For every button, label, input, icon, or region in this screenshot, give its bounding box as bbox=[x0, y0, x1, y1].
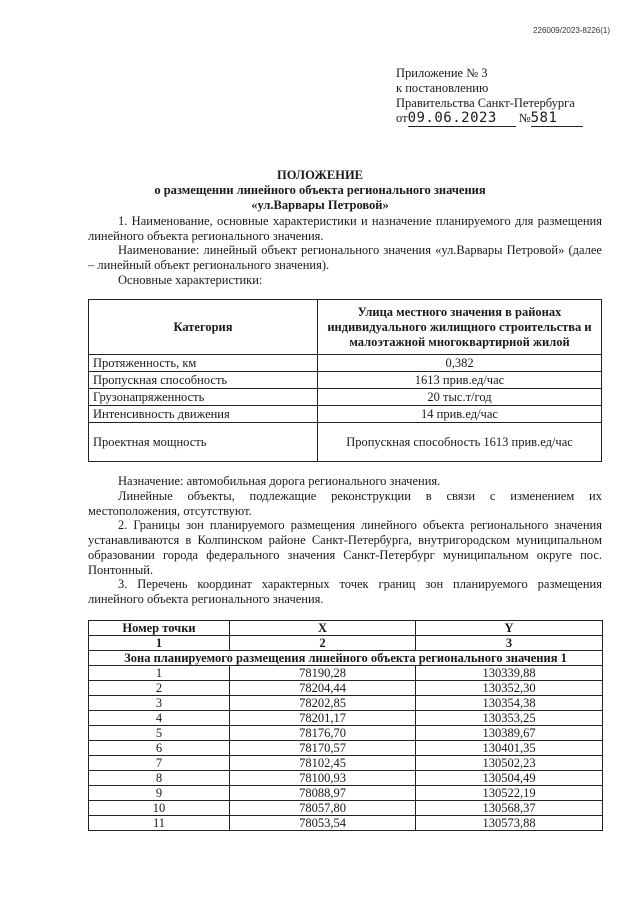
point-number: 10 bbox=[89, 801, 230, 816]
point-number: 6 bbox=[89, 741, 230, 756]
index-cell: 1 bbox=[89, 636, 230, 651]
row-label: Проектная мощность bbox=[89, 423, 318, 462]
appendix-number: Приложение № 3 bbox=[396, 66, 488, 80]
point-x: 78053,54 bbox=[230, 816, 416, 831]
point-x: 78202,85 bbox=[230, 696, 416, 711]
row-value: 20 тыс.т/год bbox=[318, 389, 602, 406]
point-y: 130502,23 bbox=[416, 756, 603, 771]
point-x: 78088,97 bbox=[230, 786, 416, 801]
point-y: 130568,37 bbox=[416, 801, 603, 816]
table-row bbox=[89, 741, 603, 756]
point-number: 11 bbox=[89, 816, 230, 831]
header-point-number: Номер точки bbox=[89, 621, 230, 636]
row-label: Пропускная способность bbox=[89, 372, 318, 389]
row-value: 0,382 bbox=[318, 355, 602, 372]
point-y: 130389,67 bbox=[416, 726, 603, 741]
table-row bbox=[89, 423, 602, 462]
point-number: 4 bbox=[89, 711, 230, 726]
table-row bbox=[89, 355, 602, 372]
table-row bbox=[89, 666, 603, 681]
table-row bbox=[89, 696, 603, 711]
point-x: 78057,80 bbox=[230, 801, 416, 816]
point-number: 3 bbox=[89, 696, 230, 711]
table-row bbox=[89, 372, 602, 389]
point-number: 9 bbox=[89, 786, 230, 801]
table-row bbox=[89, 406, 602, 423]
paragraph-reconstruction: Линейные объекты, подлежащие реконструкции в связи с изменением их местоположения, отсутствуют. bbox=[88, 489, 602, 518]
resolution-date: 09.06.2023 bbox=[408, 111, 516, 127]
table-row bbox=[89, 816, 603, 831]
header-category: Категория bbox=[89, 300, 318, 355]
header-street-type: Улица местного значения в районах индивидуального жилищного строительства и малоэтажной многоквартирной жилой bbox=[318, 300, 602, 355]
coords-header-row bbox=[89, 621, 603, 636]
row-label: Интенсивность движения bbox=[89, 406, 318, 423]
title-heading: ПОЛОЖЕНИЕ bbox=[276, 168, 364, 182]
table-row bbox=[89, 681, 603, 696]
zone-title: Зона планируемого размещения линейного объекта регионального значения 1 bbox=[89, 651, 603, 666]
paragraph-3: 3. Перечень координат характерных точек границ зон планируемого размещения линейного объекта регионального значения. bbox=[88, 577, 602, 606]
row-value: Пропускная способность 1613 прив.ед/час bbox=[318, 423, 602, 462]
header-y: Y bbox=[416, 621, 603, 636]
point-y: 130522,19 bbox=[416, 786, 603, 801]
point-x: 78176,70 bbox=[230, 726, 416, 741]
point-y: 130354,38 bbox=[416, 696, 603, 711]
point-x: 78170,57 bbox=[230, 741, 416, 756]
point-number: 5 bbox=[89, 726, 230, 741]
point-y: 130352,30 bbox=[416, 681, 603, 696]
index-cell: 2 bbox=[230, 636, 416, 651]
paragraph-purpose: Назначение: автомобильная дорога регионального значения. bbox=[118, 474, 441, 488]
index-cell: 3 bbox=[416, 636, 603, 651]
point-y: 130353,25 bbox=[416, 711, 603, 726]
paragraph-1: 1. Наименование, основные характеристики и назначение планируемого для размещения линейного объекта регионального значения. bbox=[88, 214, 602, 243]
appendix-block bbox=[396, 66, 583, 127]
number-sign: № bbox=[518, 111, 531, 125]
title-subject: о размещении линейного объекта регионального значения bbox=[154, 183, 486, 197]
table-row bbox=[89, 771, 603, 786]
point-number: 7 bbox=[89, 756, 230, 771]
row-value: 14 прив.ед/час bbox=[318, 406, 602, 423]
point-x: 78100,93 bbox=[230, 771, 416, 786]
zone-title-row bbox=[89, 651, 603, 666]
point-x: 78102,45 bbox=[230, 756, 416, 771]
point-number: 8 bbox=[89, 771, 230, 786]
appendix-government: Правительства Санкт-Петербурга bbox=[396, 96, 575, 110]
coords-index-row bbox=[89, 636, 603, 651]
paragraph-name: Наименование: линейный объект регионального значения «ул.Варвары Петровой» (далее – линейный объект регионального значения). bbox=[88, 243, 602, 272]
table-row bbox=[89, 801, 603, 816]
paragraph-characteristics: Основные характеристики: bbox=[118, 273, 263, 287]
appendix-to-resolution: к постановлению bbox=[396, 81, 489, 95]
row-label: Протяженность, км bbox=[89, 355, 318, 372]
table-row bbox=[89, 726, 603, 741]
resolution-number: 581 bbox=[531, 111, 583, 127]
point-x: 78204,44 bbox=[230, 681, 416, 696]
point-number: 2 bbox=[89, 681, 230, 696]
point-y: 130339,88 bbox=[416, 666, 603, 681]
row-value: 1613 прив.ед/час bbox=[318, 372, 602, 389]
date-prefix: от bbox=[396, 111, 408, 125]
table-row bbox=[89, 786, 603, 801]
title-object-name: «ул.Варвары Петровой» bbox=[251, 198, 389, 212]
coordinates-table bbox=[88, 620, 603, 831]
table-row bbox=[89, 756, 603, 771]
point-y: 130401,35 bbox=[416, 741, 603, 756]
characteristics-table bbox=[88, 299, 602, 462]
table-row bbox=[89, 711, 603, 726]
document-id: 226009/2023-8226(1) bbox=[533, 26, 610, 35]
appendix-date-line bbox=[396, 111, 583, 127]
point-x: 78190,28 bbox=[230, 666, 416, 681]
header-x: X bbox=[230, 621, 416, 636]
table-header-row bbox=[89, 300, 602, 355]
row-label: Грузонапряженность bbox=[89, 389, 318, 406]
point-y: 130504,49 bbox=[416, 771, 603, 786]
document-title bbox=[0, 168, 640, 213]
table-row bbox=[89, 389, 602, 406]
point-number: 1 bbox=[89, 666, 230, 681]
point-y: 130573,88 bbox=[416, 816, 603, 831]
point-x: 78201,17 bbox=[230, 711, 416, 726]
paragraph-2: 2. Границы зон планируемого размещения линейного объекта регионального значения устанавливаются в Колпинском районе Санкт-Петербурга, внутригородском муниципальном образовании города федерального значения Санкт-Петербург муниципальном округе пос. Понтонный. bbox=[88, 518, 602, 577]
